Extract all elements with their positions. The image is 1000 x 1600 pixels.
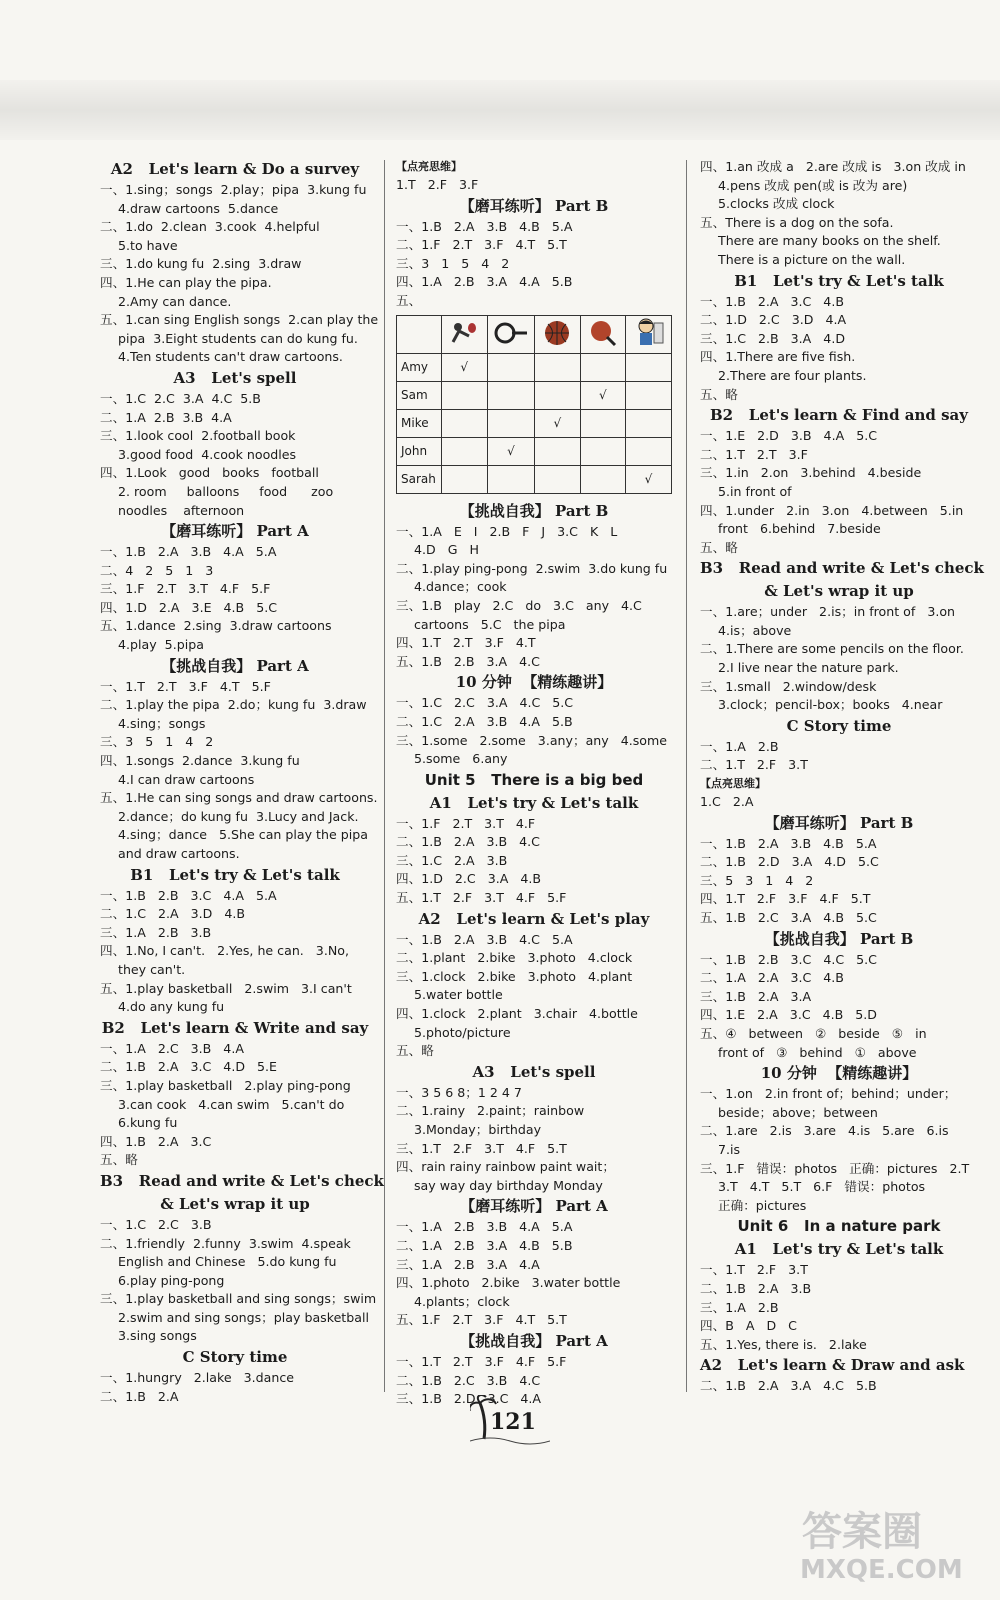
section-heading: 【挑战自我】 Part B xyxy=(459,501,609,520)
answer-line: 二、1.B 2.D 3.A 4.D 5.C xyxy=(700,854,879,870)
check-mark-cell xyxy=(626,409,672,437)
answer-line: 5.in front of xyxy=(718,483,792,499)
column-divider xyxy=(384,160,385,1392)
answer-line: 二、1.F 2.T 3.F 4.T 5.T xyxy=(396,237,567,253)
answer-line: 三、1.F 错误：photos 正确：pictures 2.T xyxy=(700,1160,970,1176)
answer-line: There is a picture on the wall. xyxy=(718,251,906,267)
ping-pong-player-icon xyxy=(441,315,487,353)
answer-line: 正确：pictures xyxy=(718,1197,807,1213)
section-heading: 【挑战自我】 Part A xyxy=(161,656,309,675)
answer-line: 4.is；above xyxy=(718,622,792,638)
answer-line: 7.is xyxy=(718,1141,741,1157)
check-mark-cell xyxy=(535,381,580,409)
answer-line: 四、rain rainy rainbow paint wait； xyxy=(396,1159,615,1175)
answer-line: 2.Amy can dance. xyxy=(118,293,232,309)
answer-line: say way day birthday Monday xyxy=(414,1177,603,1193)
check-mark-cell xyxy=(626,437,672,465)
answer-line: 四、1.There are five fish. xyxy=(700,349,856,365)
section-heading: A3 Let's spell xyxy=(472,1062,596,1081)
table-row xyxy=(397,437,672,465)
check-mark-cell: √ xyxy=(626,465,672,493)
answer-line: 2. room balloons food zoo xyxy=(118,483,334,499)
answer-line: 三、1.some 2.some 3.any；any 4.some xyxy=(396,732,668,748)
answer-line: and draw cartoons. xyxy=(118,846,240,861)
answer-line: 四、1.photo 2.bike 3.water bottle xyxy=(396,1275,621,1291)
answer-line: There are many books on the shelf. xyxy=(718,233,941,249)
section-heading: A2 Let's learn & Let's play xyxy=(418,909,650,928)
answer-line: 一、1.C 2.C 3.A 4.C 5.C xyxy=(396,695,574,711)
answer-line: 2.dance；do kung fu 3.Lucy and Jack. xyxy=(118,808,359,824)
student-name: John xyxy=(397,437,442,465)
check-mark-cell xyxy=(441,409,487,437)
answer-line: 二、1.D 2.C 3.D 4.A xyxy=(700,312,847,328)
answer-line: 三、1.T 2.F 3.T 4.F 5.T xyxy=(396,1140,567,1156)
check-mark-cell xyxy=(487,353,534,381)
answer-line: English and Chinese 5.do kung fu xyxy=(118,1254,337,1270)
answer-line: 4.pens 改成 pen(或 is 改为 are) xyxy=(718,177,908,193)
pipa-icon xyxy=(487,315,534,353)
answer-line: 三、1.B play 2.C do 3.C any 4.C xyxy=(396,597,642,613)
answer-line: 一、1.sing；songs 2.play；pipa 3.kung fu xyxy=(100,182,367,197)
answer-line: 3.sing songs xyxy=(118,1328,197,1344)
answer-line: 二、1.B 2.A 3.A 4.C 5.B xyxy=(700,1378,877,1394)
answer-line: 二、1.A 2.B 3.B 4.A xyxy=(100,409,232,425)
section-heading: A2 Let's learn & Draw and ask xyxy=(700,1356,965,1375)
answer-line: beside；above；between xyxy=(718,1104,878,1120)
answer-line: 二、1.C 2.A 3.D 4.B xyxy=(100,906,246,922)
answer-line: 四、1.D 2.A 3.E 4.B 5.C xyxy=(100,599,278,615)
check-mark-cell xyxy=(441,381,487,409)
answer-line: 五、 xyxy=(396,292,422,308)
answer-line: 二、1.plant 2.bike 3.photo 4.clock xyxy=(396,950,633,966)
answer-line: 1.T 2.F 3.F xyxy=(396,177,479,192)
check-mark-cell xyxy=(441,465,487,493)
answer-line: 三、1.A 2.B 3.A 4.A xyxy=(396,1256,540,1272)
section-heading: 【磨耳练听】 Part B xyxy=(459,196,609,215)
check-mark-cell: √ xyxy=(580,381,625,409)
table-row xyxy=(397,381,672,409)
answer-line: 一、1.T 2.T 3.F 4.F 5.F xyxy=(396,1353,567,1369)
answer-line: 三、1.clock 2.bike 3.photo 4.plant xyxy=(396,968,633,984)
page-number xyxy=(470,1395,550,1445)
answer-line: 一、1.A 2.B 3.B 4.A 5.A xyxy=(396,1219,573,1235)
check-mark-cell xyxy=(580,465,625,493)
answer-line: 四、B A D C xyxy=(700,1318,797,1334)
answer-line: 一、1.B 2.A 3.C 4.B xyxy=(700,293,844,309)
answer-line: front of ③ behind ① above xyxy=(718,1044,917,1060)
answer-line: 三、1.look cool 2.football book xyxy=(100,428,296,444)
answer-line: 5.some 6.any xyxy=(414,751,508,767)
answer-line: 4.sing；dance 5.She can play the pipa xyxy=(118,827,368,843)
answer-line: 三、1.B 2.A 3.A xyxy=(700,988,812,1004)
answer-line: 一、3 5 6 8；1 2 4 7 xyxy=(396,1084,522,1100)
answer-line: 四、1.T 2.T 3.F 4.T xyxy=(396,635,536,651)
answer-line: 3.Monday；birthday xyxy=(414,1122,542,1137)
answer-line: 一、1.F 2.T 3.T 4.F xyxy=(396,815,536,831)
section-heading: & Let's wrap it up xyxy=(764,582,914,601)
check-mark-cell: √ xyxy=(487,437,534,465)
answer-column-1 xyxy=(100,158,384,1406)
thinking-tag: 【点亮思维】 xyxy=(700,777,766,791)
answer-line: 3.can cook 4.can swim 5.can't do xyxy=(118,1096,345,1112)
answer-line: 二、1.are 2.is 3.are 4.is 5.are 6.is xyxy=(700,1123,949,1139)
answer-line: 五、1.F 2.T 3.F 4.T 5.T xyxy=(396,1312,567,1328)
answer-column-2 xyxy=(396,158,672,1409)
section-heading: A1 Let's try & Let's talk xyxy=(429,793,639,812)
answer-line: 一、1.C 2.C 3.B xyxy=(100,1216,212,1232)
answer-line: 一、1.A 2.B xyxy=(700,738,779,754)
answer-line: 3.T 4.T 5.T 6.F 错误：photos xyxy=(718,1179,926,1195)
answer-line: 一、1.are；under 2.is；in front of 3.on xyxy=(700,604,956,620)
section-heading: 【挑战自我】 Part A xyxy=(460,1331,608,1350)
answer-line: 二、1.T 2.F 3.T xyxy=(700,757,808,773)
page-number-text: 121 xyxy=(490,1409,536,1435)
answer-line: 三、1.A 2.B xyxy=(700,1299,779,1315)
check-mark-cell xyxy=(580,409,625,437)
check-mark-cell xyxy=(487,409,534,437)
answer-line: 三、5 3 1 4 2 xyxy=(700,872,814,888)
answer-line: 四、1.He can play the pipa. xyxy=(100,274,272,290)
answer-line: 一、1.hungry 2.lake 3.dance xyxy=(100,1370,294,1386)
answer-line: 5.clocks 改成 clock xyxy=(718,196,835,212)
answer-line: 二、1.play the pipa 2.do；kung fu 3.draw xyxy=(100,697,367,713)
answer-line: 5.photo/picture xyxy=(414,1024,511,1040)
answer-line: 二、1.B 2.C 3.B 4.C xyxy=(396,1372,541,1388)
section-heading: C Story time xyxy=(182,1348,288,1367)
answer-line: 四、1.T 2.F 3.F 4.F 5.T xyxy=(700,891,871,907)
answer-line: 4.draw cartoons 5.dance xyxy=(118,200,279,216)
student-name: Amy xyxy=(397,353,442,381)
watermark-logo: 答案圈 xyxy=(802,1509,922,1555)
answer-line: 一、1.on 2.in front of；behind；under； xyxy=(700,1086,957,1102)
answer-line: 6.kung fu xyxy=(118,1115,178,1131)
answer-line: 五、1.Yes, there is. 2.lake xyxy=(700,1336,867,1352)
student-name: Sam xyxy=(397,381,442,409)
answer-line: 二、1.do 2.clean 3.cook 4.helpful xyxy=(100,219,320,235)
answer-line: 四、1.under 2.in 3.on 4.between 5.in xyxy=(700,502,964,518)
answer-line: 二、1.A 2.B 3.A 4.B 5.B xyxy=(396,1237,573,1253)
answer-line: 三、1.do kung fu 2.sing 3.draw xyxy=(100,256,302,272)
check-mark-cell xyxy=(626,353,672,381)
answer-line: 二、1.B 2.A 3.C 4.D 5.E xyxy=(100,1059,278,1075)
answer-line: 二、1.C 2.A 3.B 4.A 5.B xyxy=(396,713,573,729)
answer-line: 五、There is a dog on the sofa. xyxy=(700,214,894,230)
drawing-boy-icon xyxy=(626,315,672,353)
answer-line: 2.There are four plants. xyxy=(718,367,867,383)
answer-line: 4.dance；cook xyxy=(414,579,507,595)
section-heading: C Story time xyxy=(786,716,892,735)
answer-line: 五、1.B 2.C 3.A 4.B 5.C xyxy=(700,910,877,925)
answer-line: 4.I can draw cartoons xyxy=(118,771,255,787)
answer-line: 五、1.He can sing songs and draw cartoons. xyxy=(100,790,378,806)
answer-line: 1.C 2.A xyxy=(700,794,754,810)
answer-line: 三、1.play basketball 2.play ping-pong xyxy=(100,1077,351,1093)
answer-line: 五、略 xyxy=(396,1043,434,1059)
table-row xyxy=(397,409,672,437)
section-heading: A1 Let's try & Let's talk xyxy=(734,1240,944,1259)
section-heading: 【挑战自我】 Part B xyxy=(764,929,914,948)
student-name: Mike xyxy=(397,409,442,437)
answer-line: 五、略 xyxy=(700,539,738,555)
student-name: Sarah xyxy=(397,465,442,493)
watermark-url: MXQE.COM xyxy=(800,1555,963,1585)
section-heading: B3 Read and write & Let's check xyxy=(100,1171,384,1190)
answer-line: 三、1.F 2.T 3.T 4.F 5.F xyxy=(100,581,271,597)
answer-line: 4.do any kung fu xyxy=(118,999,225,1015)
answer-line: cartoons 5.C the pipa xyxy=(414,616,566,632)
answer-column-3 xyxy=(700,158,984,1396)
check-mark-cell xyxy=(535,465,580,493)
unit-title: Unit 6 In a nature park xyxy=(737,1217,941,1236)
unit-title: Unit 5 There is a big bed xyxy=(424,770,644,789)
answer-line: 三、1.in 2.on 3.behind 4.beside xyxy=(700,465,922,481)
answer-line: 一、1.A 2.C 3.B 4.A xyxy=(100,1040,244,1056)
section-heading: 【磨耳练听】 Part A xyxy=(460,1197,608,1216)
check-mark-cell: √ xyxy=(535,409,580,437)
answer-line: 一、1.B 2.A 3.B 4.C 5.A xyxy=(396,931,573,947)
answer-line: 四、1.Look good books football xyxy=(100,465,319,481)
answer-line: 2.swim and sing songs；play basketball xyxy=(118,1309,369,1325)
answer-line: 五、1.B 2.B 3.A 4.C xyxy=(396,653,540,669)
answer-line: 一、1.B 2.A 3.B 4.B 5.A xyxy=(700,835,877,851)
answer-line: 四、1.clock 2.plant 3.chair 4.bottle xyxy=(396,1006,638,1022)
answer-line: 三、1.small 2.window/desk xyxy=(700,678,877,694)
answer-line: 3.good food 4.cook noodles xyxy=(118,446,297,462)
answer-line: 一、1.E 2.D 3.B 4.A 5.C xyxy=(700,428,878,444)
check-mark-cell xyxy=(441,437,487,465)
answer-line: 二、1.B 2.A 3.B xyxy=(700,1280,812,1296)
section-heading: B3 Read and write & Let's check xyxy=(700,559,984,578)
basketball-icon xyxy=(535,315,580,353)
answer-line: 二、1.play ping-pong 2.swim 3.do kung fu xyxy=(396,560,668,576)
check-mark-cell xyxy=(535,353,580,381)
answer-line: 一、1.B 2.B 3.C 4.A 5.A xyxy=(100,887,277,903)
section-heading: B1 Let's try & Let's talk xyxy=(130,865,340,884)
section-heading: 【磨耳练听】 Part A xyxy=(161,522,309,541)
answer-line: 四、1.B 2.A 3.C xyxy=(100,1133,212,1149)
table-row xyxy=(397,465,672,493)
answer-line: 三、1.C 2.A 3.B xyxy=(396,852,508,868)
answer-line: 4.D G H xyxy=(414,542,479,558)
answer-line: 一、1.B 2.A 3.B 4.B 5.A xyxy=(396,218,573,234)
answer-line: 一、1.C 2.C 3.A 4.C 5.B xyxy=(100,390,261,406)
answer-line: 4.sing；songs xyxy=(118,715,206,731)
section-heading: A3 Let's spell xyxy=(173,368,297,387)
answer-line: 一、1.B 2.A 3.B 4.A 5.A xyxy=(100,544,277,560)
answer-line: 6.play ping-pong xyxy=(118,1272,225,1288)
survey-table xyxy=(396,315,672,494)
answer-line: 五、略 xyxy=(700,386,738,402)
answer-line: 三、1.C 2.B 3.A 4.D xyxy=(700,330,846,346)
answer-line: 二、1.friendly 2.funny 3.swim 4.speak xyxy=(100,1235,351,1251)
answer-line: 二、1.A 2.A 3.C 4.B xyxy=(700,970,844,986)
section-heading: 【磨耳练听】 Part B xyxy=(764,813,914,832)
check-mark-cell xyxy=(580,437,625,465)
table-row xyxy=(397,353,672,381)
check-mark-cell xyxy=(487,465,534,493)
answer-line: 四、1.E 2.A 3.C 4.B 5.D xyxy=(700,1007,878,1023)
scan-header-band xyxy=(0,80,1000,140)
answer-line: 5.to have xyxy=(118,237,178,253)
answer-line: 三、3 5 1 4 2 xyxy=(100,734,214,750)
section-heading: A2 Let's learn & Do a survey xyxy=(110,160,360,178)
answer-line: 五、略 xyxy=(100,1152,138,1168)
answer-line: 二、1.There are some pencils on the floor. xyxy=(700,641,964,657)
column-divider xyxy=(686,160,687,1392)
answer-line: 四、1.No, I can't. 2.Yes, he can. 3.No, xyxy=(100,943,349,959)
answer-line: they can't. xyxy=(118,961,186,977)
check-mark-cell xyxy=(626,381,672,409)
answer-line: 五、1.play basketball 2.swim 3.I can't xyxy=(100,980,352,996)
check-mark-cell xyxy=(487,381,534,409)
answer-line: 四、1.songs 2.dance 3.kung fu xyxy=(100,753,300,769)
section-heading: B1 Let's try & Let's talk xyxy=(734,271,944,290)
section-heading: 10 分钟 【精练趣讲】 xyxy=(455,673,613,692)
answer-line: 五、1.T 2.F 3.T 4.F 5.F xyxy=(396,890,567,906)
answer-line: 二、1.B 2.A xyxy=(100,1388,179,1404)
answer-line: 三、1.A 2.B 3.B xyxy=(100,924,212,940)
answer-line: 五、1.can sing English songs 2.can play the xyxy=(100,312,379,328)
answer-line: 二、1.rainy 2.paint；rainbow xyxy=(396,1103,585,1119)
check-mark-cell xyxy=(580,353,625,381)
answer-line: 三、1.B 2.D 3.C 4.A xyxy=(396,1391,542,1407)
answer-line: noodles afternoon xyxy=(118,502,245,518)
answer-line: front 6.behind 7.beside xyxy=(718,521,881,537)
answer-line: 二、4 2 5 1 3 xyxy=(100,562,214,578)
answer-line: 五、1.dance 2.sing 3.draw cartoons xyxy=(100,618,332,634)
answer-line: 3.clock；pencil-box；books 4.near xyxy=(718,697,943,713)
answer-line: 三、3 1 5 4 2 xyxy=(396,255,510,271)
answer-line: 三、1.play basketball and sing songs；swim xyxy=(100,1291,377,1307)
section-heading: 10 分钟 【精练趣讲】 xyxy=(760,1064,918,1083)
ping-pong-paddle-icon xyxy=(580,315,625,353)
check-mark-cell: √ xyxy=(441,353,487,381)
answer-line: 4.Ten students can't draw cartoons. xyxy=(118,349,343,365)
table-corner-cell xyxy=(397,315,442,353)
answer-line: 四、1.A 2.B 3.A 4.A 5.B xyxy=(396,274,573,290)
section-heading: B2 Let's learn & Write and say xyxy=(101,1018,369,1037)
answer-line: 二、1.T 2.T 3.F xyxy=(700,446,808,462)
section-heading: & Let's wrap it up xyxy=(160,1194,310,1213)
answer-line: 一、1.T 2.T 3.F 4.T 5.F xyxy=(100,678,271,694)
answer-line: 一、1.B 2.B 3.C 4.C 5.C xyxy=(700,951,877,967)
answer-line: 2.I live near the nature park. xyxy=(718,660,899,676)
answer-line: 五、④ between ② beside ⑤ in xyxy=(700,1025,927,1041)
answer-line: 一、1.A E I 2.B F J 3.C K L xyxy=(396,523,618,539)
answer-line: 4.play 5.pipa xyxy=(118,637,204,653)
answer-line: 一、1.T 2.F 3.T xyxy=(700,1262,808,1278)
answer-line: 四、1.D 2.C 3.A 4.B xyxy=(396,871,542,887)
answer-line: 4.plants；clock xyxy=(414,1293,510,1309)
check-mark-cell xyxy=(535,437,580,465)
thinking-tag: 【点亮思维】 xyxy=(396,160,462,173)
answer-line: 四、1.an 改成 a 2.are 改成 is 3.on 改成 in xyxy=(700,159,966,174)
answer-line: pipa 3.Eight students can do kung fu. xyxy=(118,330,358,346)
answer-line: 5.water bottle xyxy=(414,987,503,1003)
answer-line: 二、1.B 2.A 3.B 4.C xyxy=(396,834,540,850)
section-heading: B2 Let's learn & Find and say xyxy=(710,406,968,425)
